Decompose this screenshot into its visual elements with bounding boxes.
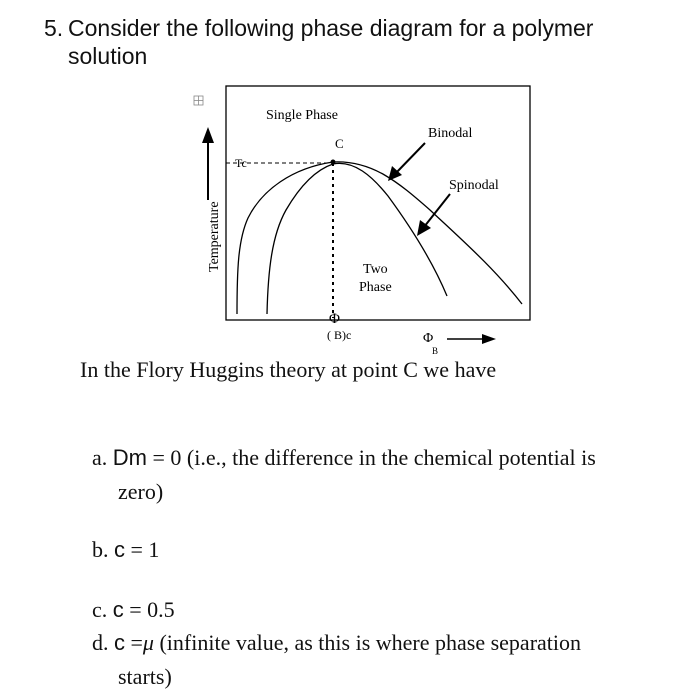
label-binodal: Binodal xyxy=(428,126,473,141)
option-d-mu: μ xyxy=(142,630,154,655)
label-spinodal: Spinodal xyxy=(449,178,499,193)
question-title-line1: Consider the following phase diagram for a polymer xyxy=(68,15,594,41)
label-tc: Tc xyxy=(235,156,247,170)
option-d-text: (infinite value, as this is where phase separation xyxy=(153,630,582,655)
label-phi-b: Φ xyxy=(423,331,434,346)
label-phi-c: Φ xyxy=(329,311,340,327)
option-b-text: = 1 xyxy=(125,537,160,562)
option-d-letter: d. xyxy=(92,630,109,655)
label-phi-b-sub: B xyxy=(432,346,439,356)
critical-point-dot xyxy=(331,160,336,165)
option-b[interactable] xyxy=(92,533,672,567)
spinodal-arrowhead xyxy=(417,220,431,236)
option-a-continuation: zero) xyxy=(118,479,164,504)
spinodal-curve xyxy=(267,163,447,314)
option-b-letter: b. xyxy=(92,537,109,562)
option-a-letter: a. xyxy=(92,445,108,470)
option-c[interactable] xyxy=(92,593,672,627)
option-d[interactable]: d. c =μ (infinite value, as this is where phase separation starts) xyxy=(92,626,672,694)
binodal-arrow xyxy=(395,143,425,174)
label-critical-point: C xyxy=(335,136,344,151)
question-prompt: In the Flory Huggins theory at point C we have xyxy=(80,357,497,382)
option-a-text: = 0 (i.e., the difference in the chemical potential is xyxy=(146,445,596,470)
option-c-symbol: c xyxy=(112,597,124,622)
option-d-symbol: c xyxy=(114,630,125,655)
label-phi-c-sub: ( B)c xyxy=(327,328,352,342)
label-single-phase: Single Phase xyxy=(266,108,338,123)
option-a-symbol: Dm xyxy=(112,445,147,470)
question-number: 5. xyxy=(44,15,64,41)
spinodal-arrow xyxy=(424,194,450,227)
label-two: Two xyxy=(363,262,388,277)
question-title-line2: solution xyxy=(68,43,148,69)
label-phase: Phase xyxy=(359,280,392,295)
option-c-letter: c. xyxy=(92,597,108,622)
label-temperature: Temperature xyxy=(207,201,222,272)
x-axis-arrowhead xyxy=(482,334,496,344)
option-d-continuation: starts) xyxy=(118,664,172,689)
option-a[interactable] xyxy=(92,441,672,509)
option-b-symbol: c xyxy=(114,537,125,562)
option-c-text: = 0.5 xyxy=(123,597,175,622)
y-axis-arrowhead xyxy=(202,127,214,143)
